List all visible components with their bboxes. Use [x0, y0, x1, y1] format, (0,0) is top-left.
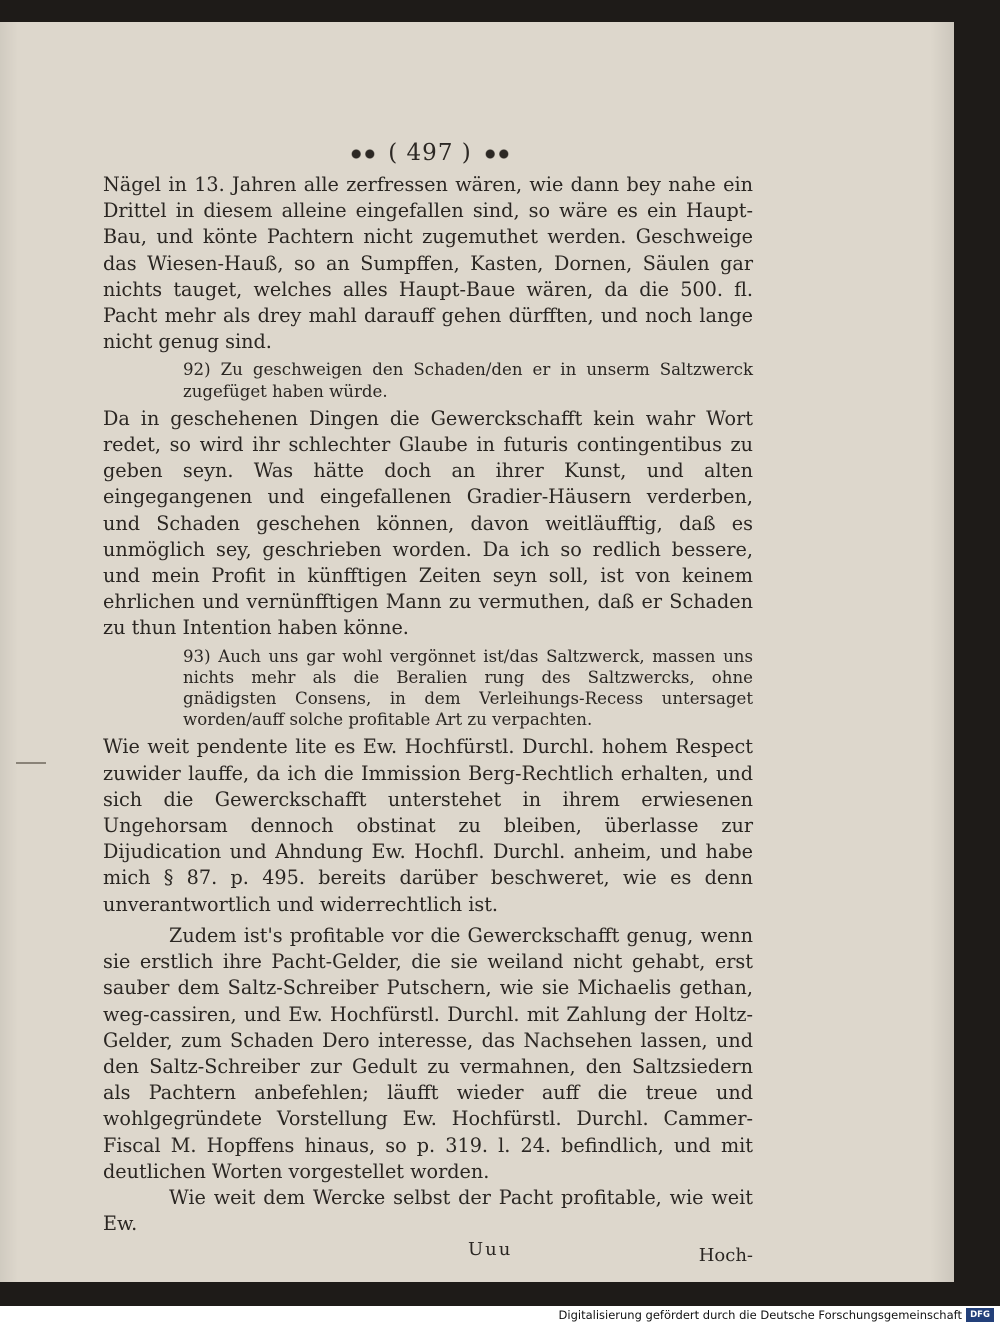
- ornament-right-icon: [480, 149, 514, 159]
- ornament-left-icon: [346, 149, 380, 159]
- page-edge-mark: [16, 762, 46, 764]
- signature-mark: Uuu: [468, 1239, 513, 1261]
- quote-93: 93) Auch uns gar wohl vergönnet ist/das Saltzwerck, massen uns nichts mehr als die Beralien rung des Saltzwercks, ohne gnädigsten Consens, in dem Verleihungs-Recess untersaget worden/auff solche profitable Art zu verpachten.: [183, 646, 753, 730]
- catchword: Hoch-: [698, 1245, 753, 1267]
- funding-credit: Digitalisierung gefördert durch die Deutsche Forschungsgemeinschaft: [558, 1308, 962, 1322]
- paragraph-1: Nägel in 13. Jahren alle zerfressen wären, wie dann bey nahe ein Drittel in diesem alleine eingefallen sind, so wäre es ein Haupt-Bau, und könte Pachtern nicht zugemuthet werden. Geschweige das Wiesen-Hauß, so an Sumpffen, Kasten, Dornen, Säulen gar nichts tauget, welches alles Haupt-Baue wären, da die 500. fl. Pacht mehr als drey mahl darauff gehen dürfften, und noch lange nicht genug sind.: [103, 173, 753, 354]
- paragraph-2: Da in geschehenen Dingen die Gewerckschafft kein wahr Wort redet, so wird ihr schlechter Glaube in futuris contingentibus zu geben seyn. Was hätte doch an ihrer Kunst, und alten eingegangenen und eingefallenen Gradier-Häusern verderben, und Schaden geschehen können, davon weitläufftig, daß es unmöglich sey, geschrieben worden. Da ich so redlich bessere, und mein Profit in künfftigen Zeiten seyn soll, ist von keinem ehrlichen und vernünfftigen Mann zu vermuthen, daß er Schaden zu thun Intention haben könne.: [103, 406, 753, 640]
- quote-92: 92) Zu geschweigen den Schaden/den er in unserm Saltzwerck zugefüget haben würde.: [183, 360, 753, 401]
- paragraph-4: Zudem ist's profitable vor die Gewerckschafft genug, wenn sie erstlich ihre Pacht-Gelder, die sie weiland nicht gehabt, erst sauber dem Saltz-Schreiber Putschern, wie sie Michaelis gethan, weg-cassiren, und Ew. Hochfürstl. Durchl. mit Zahlung der Holtz-Gelder, zum Schaden Dero interesse, das Nachsehen lassen, und den Saltz-Schreiber zur Gedult zu vermahnen, den Saltzsiedern als Pachtern anbefehlen; läufft wieder auff die treue und wohlgegründete Vorstellung Ew. Hochfürstl. Durchl. Cammer-Fiscal M. Hopffens hinaus, so p. 319. l. 24. befindlich, und mit deutlichen Worten vorgestellet worden.: [103, 923, 753, 1183]
- page-number: ( 497 ): [388, 140, 472, 166]
- body-text: [103, 172, 753, 1267]
- catch-line: [103, 1237, 753, 1267]
- dfg-logo: DFG: [966, 1308, 994, 1322]
- footer-bar: [0, 1306, 1000, 1326]
- paragraph-5: Wie weit dem Wercke selbst der Pacht profitable, wie weit Ew.: [103, 1185, 753, 1236]
- paragraph-3: Wie weit pendente lite es Ew. Hochfürstl. Durchl. hohem Respect zuwider lauffe, da ich die Immission Berg-Rechtlich erhalten, und sich die Gewerckschafft unterstehet in ihrem erwiesenen Ungehorsam dennoch obstinat zu bleiben, überlasse zur Dijudication und Ahndung Ew. Hochfl. Durchl. anheim, und habe mich § 87. p. 495. bereits darüber beschweret, wie es denn unverantwortlich und widerrechtlich ist.: [103, 735, 753, 916]
- running-head: [330, 140, 530, 166]
- book-page: [0, 22, 954, 1282]
